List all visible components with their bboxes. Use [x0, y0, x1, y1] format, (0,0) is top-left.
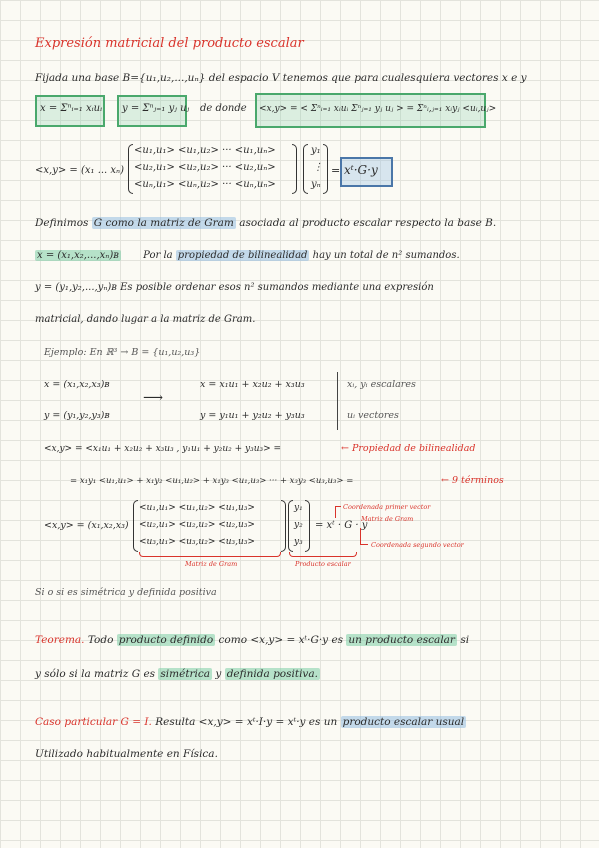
arrow-icon: ⟶	[143, 390, 164, 406]
vector-y1: y₁	[311, 145, 321, 156]
matrix-row-3: <uₙ,u₁> <uₙ,u₂> ··· <uₙ,uₙ>	[134, 179, 276, 190]
example-note-1: xᵢ, yᵢ escalares	[347, 379, 416, 390]
matrix-eq-equals: =	[331, 164, 341, 177]
page-title: Expresión matricial del producto escalar	[35, 36, 304, 51]
example-x-expand: x = x₁u₁ + x₂u₂ + x₃u₃	[200, 379, 305, 390]
example-y-expand: y = y₁u₁ + y₂u₂ + y₃u₃	[200, 410, 305, 421]
lbl-second-line	[360, 528, 363, 544]
hl-producto-usual: producto escalar usual	[342, 716, 465, 728]
lbl-gram: Matriz de Gram	[361, 515, 414, 523]
gram-result: = xᵗ · G · y	[315, 520, 368, 531]
example-expand-2: = x₁y₁ <u₁,u₁> + x₁y₂ <u₁,u₂> + x₁y₃ <u₁,u₃> ··· + x₃y₃ <u₃,u₃> =	[70, 476, 354, 486]
gram-vec-y2: y₂	[294, 520, 303, 530]
matrix-eq-result: xᵗ·G·y	[344, 163, 378, 177]
eq-inner: <x,y> = < Σⁿᵢ₌₁ xᵢuᵢ Σⁿⱼ₌₁ yⱼ uⱼ > = Σⁿᵢ,ⱼ₌₁ xᵢyⱼ <uᵢ,uⱼ>	[259, 104, 497, 114]
hl-gram-definition: G como la matriz de Gram	[93, 217, 234, 229]
matrix-row-1: <u₁,u₁> <u₁,u₂> ··· <u₁,uₙ>	[134, 145, 276, 156]
lbl-second-hline	[360, 544, 368, 546]
vector-dots: ⋮	[313, 162, 323, 173]
example-x-coords: x = (x₁,x₂,x₃)ʙ	[44, 379, 110, 390]
matrix-bracket-right	[292, 144, 297, 194]
hl-producto-definido: producto definido	[118, 634, 214, 646]
theorem-line-2: y sólo si la matriz G es simétrica y definida positiva.	[35, 668, 318, 680]
lbl-under-prod: Producto escalar	[295, 560, 351, 568]
definition-line-3: y = (y₁,y₂,...,yₙ)ʙ Es posible ordenar esos n² sumandos mediante una expresión	[35, 282, 434, 293]
definition-line-4: matricial, dando lugar a la matriz de Gram.	[35, 314, 256, 325]
example-heading: Ejemplo: En ℝ³ → B = {u₁,u₂,u₃}	[44, 347, 201, 358]
hl-producto-escalar: un producto escalar	[348, 634, 455, 646]
particular-label: Caso particular G = I.	[35, 716, 152, 728]
matrix-bracket-left	[128, 144, 133, 194]
intro-text: Fijada una base B={u₁,u₂,...,uₙ} del espacio V tenemos que para cualesquiera vectores x e y	[35, 72, 527, 84]
example-divider	[337, 372, 338, 430]
gram-vec-y3: y₃	[294, 537, 303, 547]
gram-row-1: <u₁,u₁> <u₁,u₂> <u₁,u₃>	[139, 503, 255, 513]
eq-y: y = Σⁿⱼ₌₁ yⱼ uⱼ	[122, 103, 190, 114]
example-expand-1-note: ← Propiedad de bilinealidad	[341, 443, 476, 454]
definition-line-1: Definimos G como la matriz de Gram asociada al producto escalar respecto la base B.	[35, 217, 497, 229]
lbl-under-matrix: Matriz de Gram	[185, 560, 238, 568]
hl-definida-positiva: definida positiva.	[226, 668, 318, 680]
lbl-second: Coordenada segundo vector	[371, 541, 464, 549]
gram-row-3: <u₃,u₁> <u₃,u₂> <u₃,u₃>	[139, 537, 255, 547]
hl-x-coords: x = (x₁,x₂,...,xₙ)ʙ	[37, 250, 119, 261]
de-donde: de donde	[200, 103, 247, 114]
example-expand-1: <x,y> = <x₁u₁ + x₂u₂ + x₃u₃ , y₁u₁ + y₂u₂ + y₃u₃> =	[44, 444, 282, 454]
vector-bracket-left	[303, 144, 308, 194]
hl-bilinealidad: propiedad de bilinealidad	[177, 250, 308, 261]
sisi-text: Si o si es simétrica y definida positiva	[35, 587, 217, 598]
matrix-row-2: <u₂,u₁> <u₂,u₂> ··· <u₂,uₙ>	[134, 162, 276, 173]
vector-bracket-right	[323, 144, 328, 194]
particular-line-1: Caso particular G = I. Resulta <x,y> = xᵗ·I·y = xᵗ·y es un producto escalar usual	[35, 716, 465, 728]
matrix-eq-lhs: <x,y> = (x₁ ... xₙ)	[35, 165, 124, 176]
vector-yn: yₙ	[311, 179, 321, 190]
definition-line-2: x = (x₁,x₂,...,xₙ)ʙ Por la propiedad de bilinealidad hay un total de n² sumandos.	[37, 250, 460, 261]
gram-vec-y1: y₁	[294, 503, 303, 513]
gram-bracket-right	[281, 500, 286, 552]
theorem-label: Teorema.	[35, 634, 85, 646]
theorem-line-1: Teorema. Todo producto definido como <x,y> = xᵗ·G·y es un producto escalar si	[35, 634, 470, 646]
example-y-coords: y = (y₁,y₂,y₃)ʙ	[44, 410, 110, 421]
gram-row-2: <u₂,u₁> <u₂,u₂> <u₂,u₃>	[139, 520, 255, 530]
hl-simetrica: simétrica	[160, 668, 211, 680]
example-note-2: uᵢ vectores	[347, 410, 399, 421]
lbl-first-hline	[335, 506, 341, 508]
lbl-first: Coordenada primer vector	[343, 503, 431, 511]
particular-line-2: Utilizado habitualmente en Física.	[35, 748, 218, 760]
gram-vec-bracket-right	[305, 500, 310, 552]
gram-bracket-left	[133, 500, 138, 552]
gram-lhs: <x,y> = (x₁,x₂,x₃)	[44, 520, 129, 531]
example-expand-2-note: ← 9 términos	[441, 475, 504, 486]
gram-vec-bracket-left	[288, 500, 293, 552]
eq-x: x = Σⁿᵢ₌₁ xᵢuᵢ	[40, 103, 103, 114]
